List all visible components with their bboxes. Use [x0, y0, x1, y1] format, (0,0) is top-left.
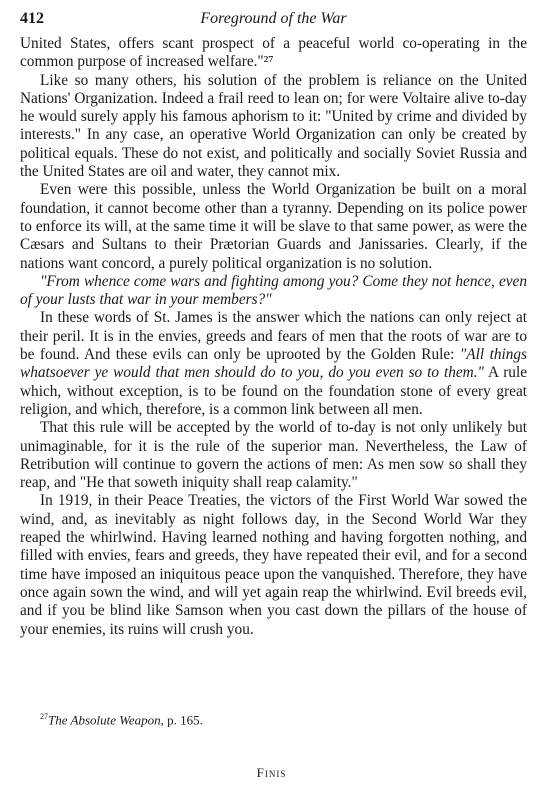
paragraph-text: A rule which, without exception, is to be found on the foundation stone of every great religion, and which, therefore, is a common link between all men.: [20, 364, 527, 418]
footnote-page: , p. 165.: [160, 712, 203, 728]
page-header: [20, 10, 527, 32]
paragraph: Like so many others, his solution of the problem is reliance on the United Nations' Organization. Indeed a frail reed to lean on; for were Voltaire alive to-day he would surely apply his famous aphorism to it: "United by crime and divided by interests." In any case, an operative World Organization can only be created by political equals. These do not exist, and politically and socially Soviet Russia and the United States are oil and water, they cannot mix.: [20, 71, 527, 181]
body-text: [20, 35, 527, 639]
golden-rule-quotation: "All things whatsoever ye would that men should do to you, do you even so to them.": [20, 346, 527, 382]
quotation-paragraph: [20, 273, 527, 310]
paragraph-text: In these words of St. James is the answer which the nations can only reject at their peril. It is in the envies, greeds and fears of men that the roots of war are to be found. And these evils can only be uprooted by the Golden Rule:: [20, 309, 527, 364]
paragraph: [20, 309, 527, 419]
paragraph: In 1919, in their Peace Treaties, the victors of the First World War sowed the wind, and, as inevitably as night follows day, in the Second World War they reaped the whirlwind. Having learned nothing and having forgotten nothing, and filled with envies, fears and greeds, they have repeated their evil, and for a second time have imposed an iniquitous peace upon the vanquished. Therefore, they have once again sown the wind, and will yet again reap the whirlwind. Evil breeds evil, and if you be blind like Samson when you cast down the pillars of the house of your enemies, its ruins will crush you.: [20, 492, 527, 638]
biblical-quotation: "From whence come wars and fighting among you? Come they not hence, even of your lusts that war in your members?": [20, 272, 527, 309]
footnote-source-title: The Absolute Weapon: [48, 712, 161, 728]
footnote-marker: 27: [40, 712, 48, 721]
page-number: 412: [20, 10, 44, 27]
paragraph: That this rule will be accepted by the world of to-day is not only unlikely but unimaginable, for it is the rule of the superior man. Nevertheless, the Law of Retribution will continue to govern the actions of men: As men sow so shall they reap, and "He that soweth iniquity shall reap calamity.": [20, 419, 527, 492]
footnote: [40, 712, 203, 728]
paragraph: United States, offers scant prospect of a peaceful world co-operating in the common purpose of increased welfare."²⁷: [20, 35, 527, 71]
running-head: Foreground of the War: [200, 10, 347, 27]
finis-label: Finis: [256, 765, 287, 780]
paragraph: Even were this possible, unless the World Organization be built on a moral foundation, it cannot become other than a tyranny. Depending on its police power to enforce its will, at the same time it will be slave to that same power, as were the Cæsars and Sultans to their Prætorian Guards and Janissaries. Clearly, if the nations want concord, a purely political organization is no solution.: [20, 181, 527, 272]
